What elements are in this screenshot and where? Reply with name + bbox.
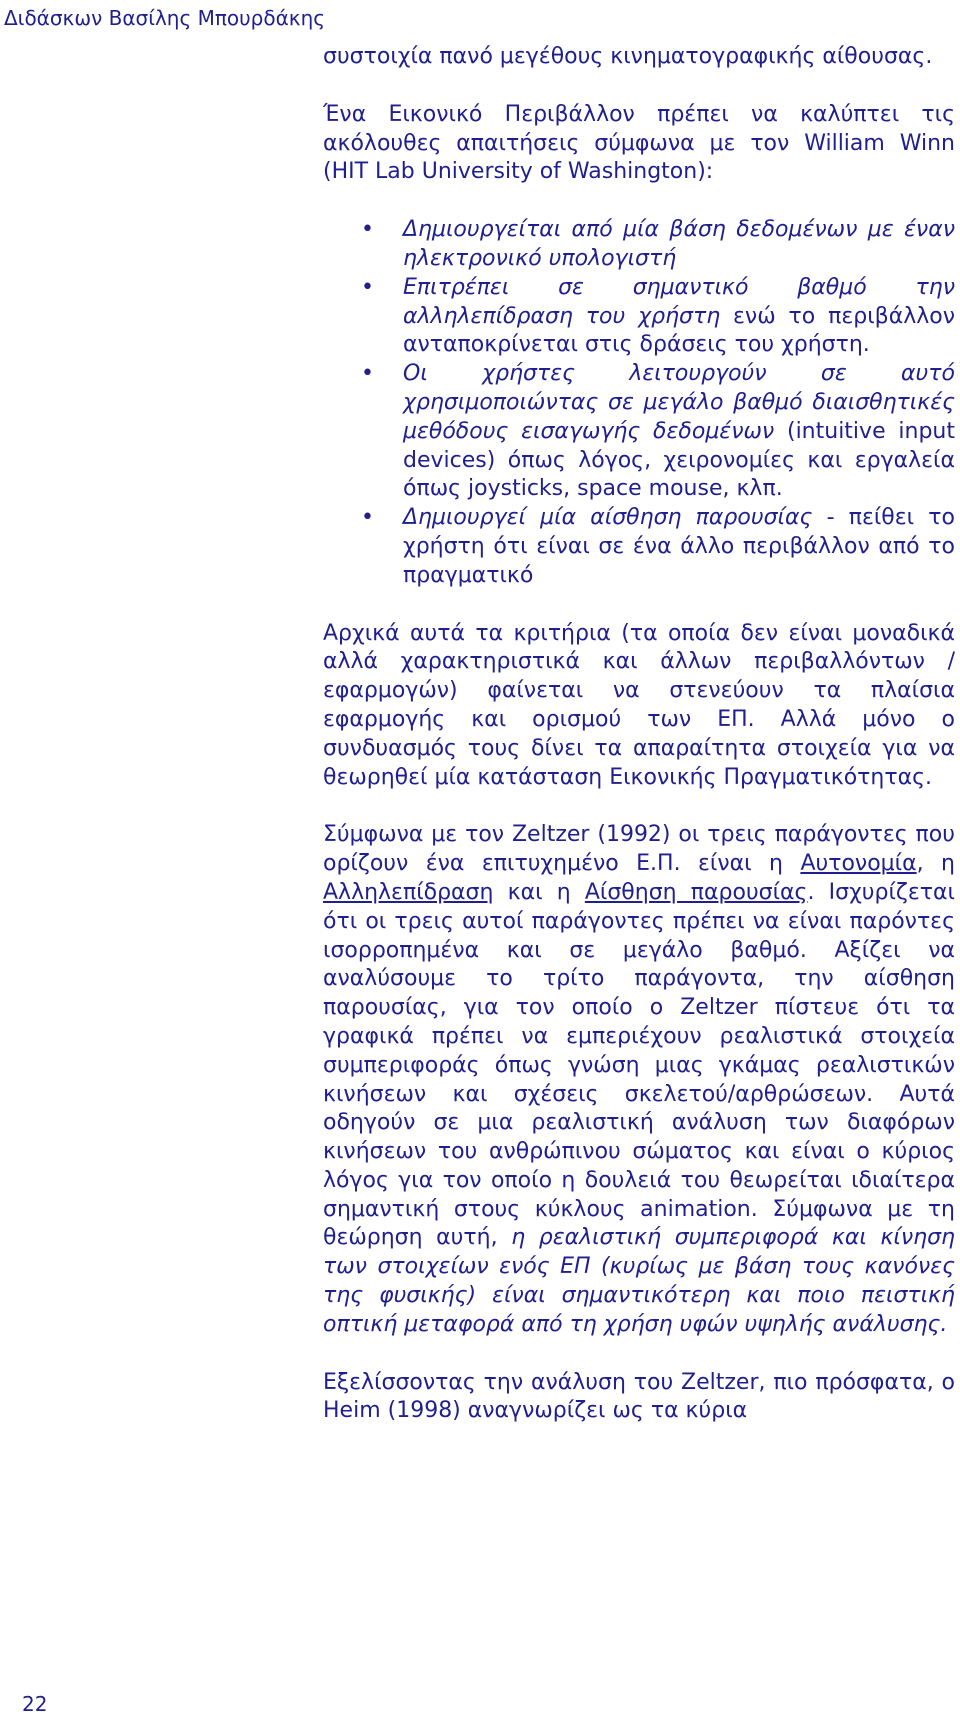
term-autonomy: Αυτονομία	[800, 851, 917, 877]
term-interaction: Αλληλεπίδραση	[323, 879, 494, 905]
page-number: 22	[22, 1692, 48, 1716]
requirements-list	[323, 216, 955, 590]
list-item: • Δημιουργεί μία αίσθηση παρουσίας - πείθει το χρήστη ότι είναι σε ένα άλλο περιβάλλον από το πραγματικό	[403, 504, 955, 590]
running-header: Διδάσκων Βασίλης Μπουρδάκης	[4, 6, 325, 30]
paragraph-zeltzer: Σύμφωνα με τον Zeltzer (1992) οι τρεις παράγοντες που ορίζουν ένα επιτυχημένο Ε.Π. είναι η Αυτονομία, η Αλληλεπίδραση και η Αίσθηση παρουσίας. Ισχυρίζεται ότι οι τρεις αυτοί παράγοντες πρέπει να είναι παρόντες ισορροπημένα και σε μεγάλο βαθμό. Αξίζει να αναλύσουμε το τρίτο παράγοντα, την αίσθηση παρουσίας, για τον οποίο ο Zeltzer πίστευε ότι τα γραφικά πρέπει να εμπεριέχουν ρεαλιστικά στοιχεία συμπεριφοράς όπως γνώση μιας γκάμας ρεαλιστικών κινήσεων και σχέσεις σκελετού/αρθρώσεων. Αυτά οδηγούν σε μια ρεαλιστική ανάλυση των διαφόρων κινήσεων του ανθρώπινου σώματος και είναι ο κύριος λόγος για τον οποίο η δουλειά του θεωρείται ιδιαίτερα σημαντική στους κύκλους animation. Σύμφωνα με τη θεώρηση αυτή, η ρεαλιστική συμπεριφορά και κίνηση των στοιχείων ενός ΕΠ (κυρίως με βάση τους κανόνες της φυσικής) είναι σημαντικότερη και ποιο πειστική οπτική μεταφορά από τη χρήση υφών υψηλής ανάλυσης.	[323, 822, 956, 1337]
list-item: • Οι χρήστες λειτουργούν σε αυτό χρησιμοποιώντας σε μεγάλο βαθμό διαισθητικές μεθόδους εισαγωγής δεδομένων (intuitive input devices) όπως λόγος, χειρονομίες και εργαλεία όπως joysticks, space mouse, κλπ.	[403, 360, 955, 504]
paragraph-criteria: Αρχικά αυτά τα κριτήρια (τα οποία δεν είναι μοναδικά αλλά χαρακτηριστικά και άλλων περιβαλλόντων / εφαρμογών) φαίνεται να στενεύουν τα πλαίσια εφαρμογής και ορισμού των ΕΠ. Αλλά μόνο ο συνδυασμός τους δίνει τα απαραίτητα στοιχεία για να θεωρηθεί μία κατάσταση Εικονικής Πραγματικότητας.	[323, 620, 955, 790]
list-item: • Δημιουργείται από μία βάση δεδομένων με έναν ηλεκτρονικό υπολογιστή	[403, 216, 955, 274]
paragraph-continuation: συστοιχία πανό μεγέθους κινηματογραφικής αίθουσας.	[323, 44, 933, 69]
list-item: • Επιτρέπει σε σημαντικό βαθμό την αλληλεπίδραση του χρήστη ενώ το περιβάλλον ανταποκρίνεται στις δράσεις του χρήστη.	[403, 274, 955, 360]
paragraph-requirements-intro: Ένα Εικονικό Περιβάλλον πρέπει να καλύπτει τις ακόλουθες απαιτήσεις σύμφωνα με τον William Winn (HIT Lab University of Washington):	[323, 101, 955, 185]
term-presence: Αίσθηση παρουσίας	[584, 879, 808, 905]
page-body	[323, 43, 955, 1426]
paragraph-heim: Εξελίσσοντας την ανάλυση του Zeltzer, πιο πρόσφατα, ο Heim (1998) αναγνωρίζει ως τα κύρια	[323, 1369, 955, 1424]
